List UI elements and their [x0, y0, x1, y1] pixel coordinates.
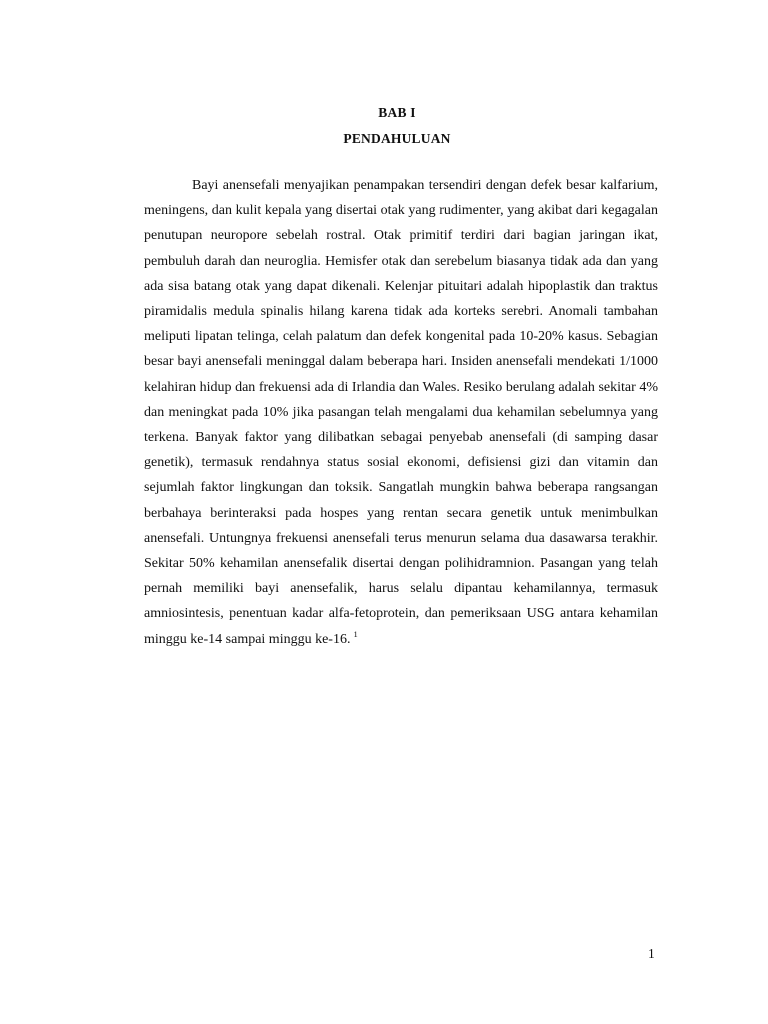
chapter-heading: BAB I [378, 105, 416, 120]
footnote-reference: 1 [353, 629, 358, 639]
chapter-title: PENDAHULUAN [343, 131, 451, 146]
paragraph-text: Bayi anensefali menyajikan penampakan tersendiri dengan defek besar kalfarium, meningens, dan kulit kepala yang disertai otak yang rudimenter, yang akibat dari kegagalan penutupan neuropore sebelah rostral. Otak primitif terdiri dari bagian jaringan ikat, pembuluh darah dan neuroglia. Hemisfer otak dan serebelum biasanya tidak ada dan yang ada sisa batang otak yang dapat dikenali. Kelenjar pituitari adalah hipoplastik dan traktus piramidalis medula spinalis hilang karena tidak ada korteks serebri. Anomali tambahan meliputi lipatan telinga, celah palatum dan defek kongenital pada 10-20% kasus. Sebagian besar bayi anensefali meninggal dalam beberapa hari. Insiden anensefali mendekati 1/1000 kelahiran hidup dan frekuensi ada di Irlandia dan Wales. Resiko berulang adalah sekitar 4% dan meningkat pada 10% jika pasangan telah mengalami dua kehamilan sebelumnya yang terkena. Banyak faktor yang dilibatkan sebagai penyebab anensefali (di samping dasar genetik), termasuk rendahnya status sosial ekonomi, defisiensi gizi dan vitamin dan sejumlah faktor lingkungan dan toksik. Sangatlah mungkin bahwa beberapa rangsangan berbahaya berinteraksi pada hospes yang rentan secara genetik untuk menimbulkan anensefali. Untungnya frekuensi anensefali terus menurun selama dua dasawarsa terakhir. Sekitar 50% kehamilan anensefalik disertai dengan polihidramnion. Pasangan yang telah pernah memiliki bayi anensefalik, harus selalu dipantau kehamilannya, termasuk amniosintesis, penentuan kadar alfa-fetoprotein, dan pemeriksaan USG antara kehamilan minggu ke-14 sampai minggu ke-16. [144, 178, 658, 647]
page-number: 1 [648, 946, 655, 961]
body-paragraph [144, 173, 658, 652]
